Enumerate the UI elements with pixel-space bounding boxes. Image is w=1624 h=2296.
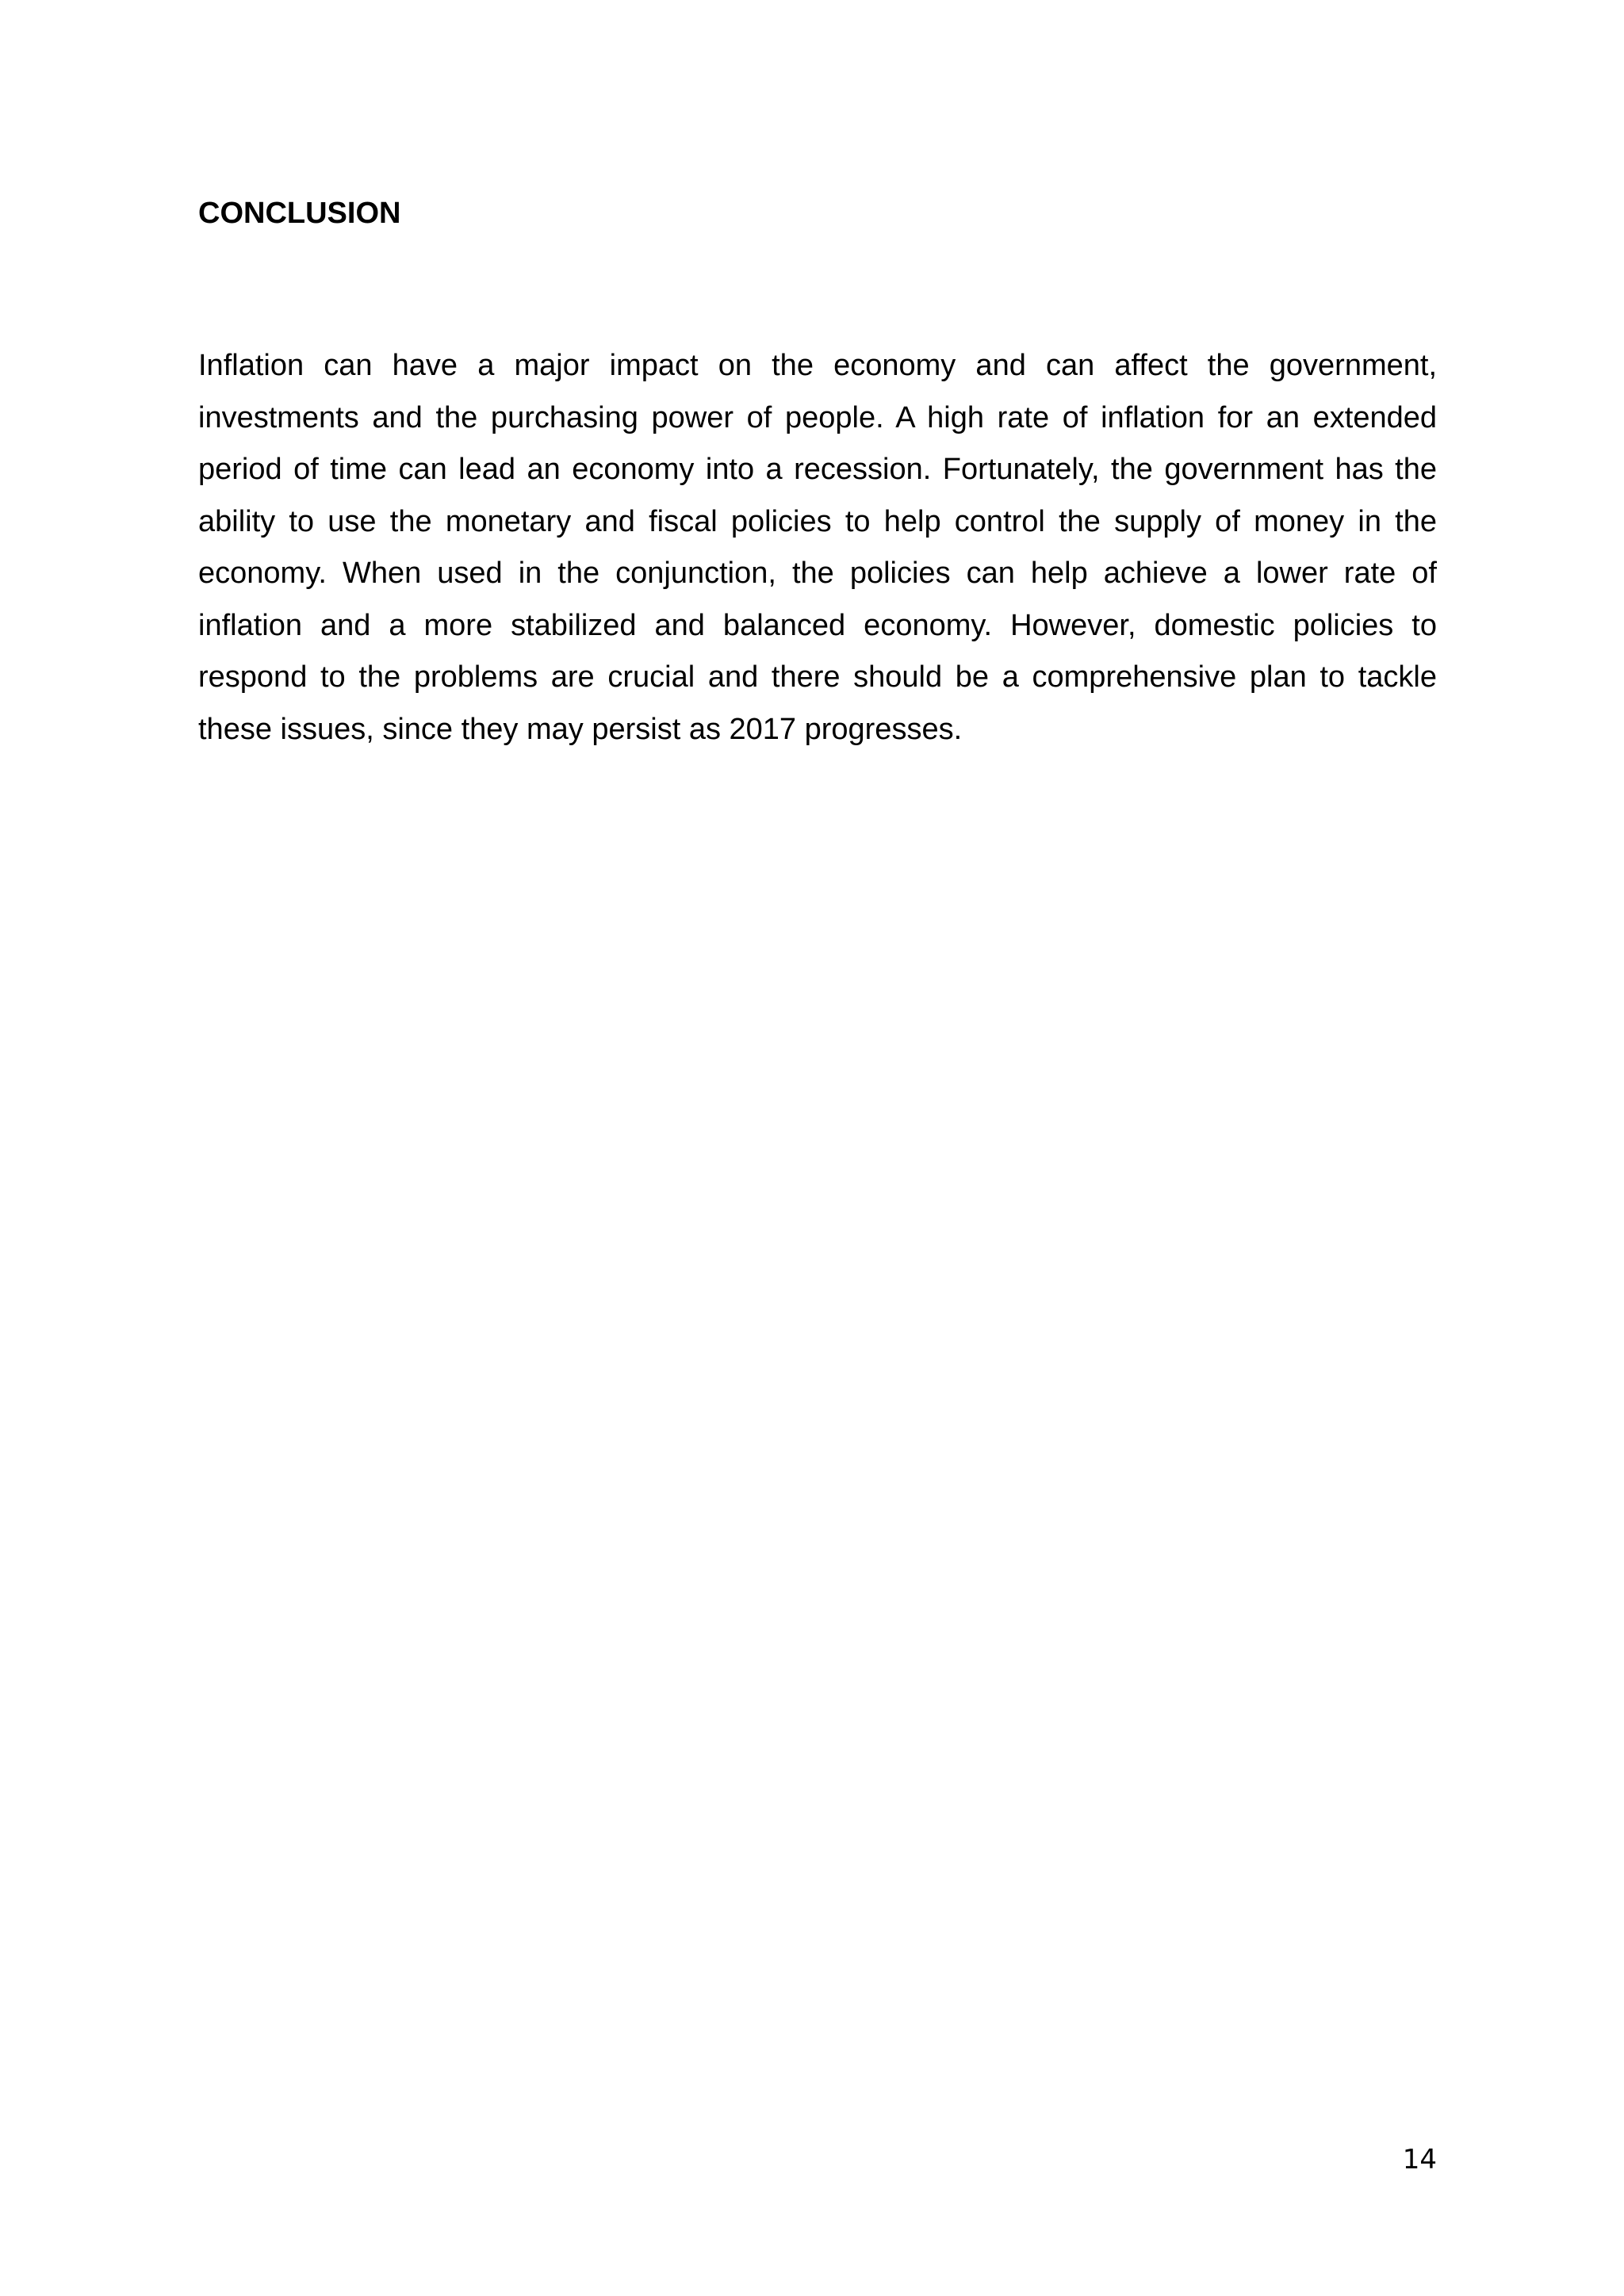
conclusion-paragraph: Inflation can have a major impact on the economy and can affect the government, investments and the purchasing power of people. A high rate of inflation for an extended period of time can lead an economy into a recession. Fortunately, the government has the ability to use the monetary and fiscal policies to help control the supply of money in the economy. When used in the conjunction, the policies can help achieve a lower rate of inflation and a more stabilized and balanced economy. However, domestic policies to respond to the problems are crucial and there should be a comprehensive plan to tackle these issues, since they may persist as 2017 progresses. bbox=[198, 349, 1437, 746]
section-heading: CONCLUSION bbox=[198, 197, 401, 230]
page-number: 14 bbox=[1402, 2144, 1437, 2175]
